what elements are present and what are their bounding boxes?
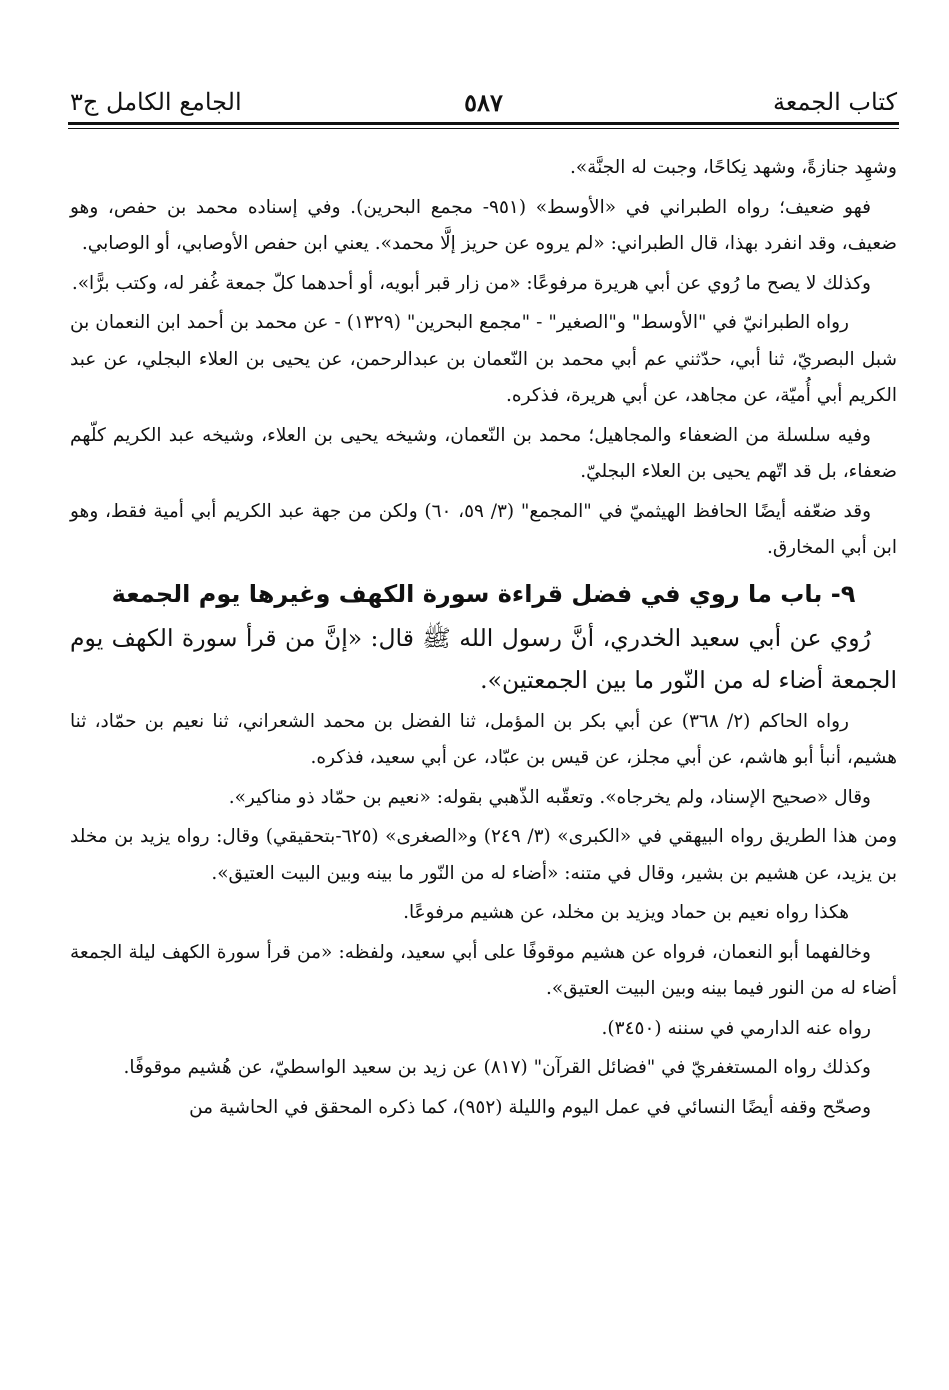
header-rule-thick [68,122,899,125]
paragraph: رواه الحاكم (٢/ ٣٦٨) عن أبي بكر بن المؤمل، ثنا الفضل بن محمد الشعراني، ثنا نعيم بن حمّاد، ثنا هشيم، أنبأ أبو هاشم، عن أبي مجلز، عن قيس بن عبّاد، عن أبي سعيد، فذكره. [70,710,897,768]
paragraph: فهو ضعيف؛ رواه الطبراني في «الأوسط» (٩٥١- مجمع البحرين). وفي إسناده محمد بن حفص، وهو ضعيف، وقد انفرد بهذا، قال الطبراني: «لم يروه عن حريز إلَّا محمد». يعني ابن حفص الأوصابي، أو الوصابي. [70,196,897,254]
header-rule-thin [68,128,899,129]
paragraph: رواه الطبرانيّ في "الأوسط" و"الصغير" - "مجمع البحرين" (١٣٢٩) - عن محمد بن أحمد ابن النعمان بن شبل البصريّ، ثنا أبي، حدّثني عم أبي محمد بن النّعمان بن عبدالرحمن، عن يحيى بن العلاء البجلي، عن عبد الكريم أبي أُميّة، عن مجاهد، عن أبي هريرة، فذكره. [70,312,897,406]
paragraph: ومن هذا الطريق رواه البيهقي في «الكبرى» (٣/ ٢٤٩) و«الصغرى» (٦٢٥-بتحقيقي) وقال: رواه يزيد بن مخلد بن يزيد، عن هشيم بن بشير، وقال في متنه: «أضاء له من النّور ما بينه وبين البيت العتيق». [70,826,898,884]
paragraph: وصحّح وقفه أيضًا النسائي في عمل اليوم والليلة (٩٥٢)، كما ذكره المحقق في الحاشية من [189,1096,871,1118]
section-heading: ٩- باب ما روي في فضل قراءة سورة الكهف وغيرها يوم الجمعة [111,579,856,608]
paragraph: وقد ضعّفه أيضًا الحافظ الهيثميّ في "المجمع" (٣/ ٥٩، ٦٠) ولكن من جهة عبد الكريم أبي أمية فقط، وهو ابن أبي المخارق. [70,500,897,558]
paragraph: هكذا رواه نعيم بن حماد ويزيد بن مخلد، عن هشيم مرفوعًا. [403,902,849,923]
paragraph: وكذلك لا يصح ما رُوي عن أبي هريرة مرفوعًا: «من زار قبر أبويه، أو أحدهما كلّ جمعة غُفر له، وكتب برًّا». [71,272,871,294]
page-header [70,82,897,124]
series-title: الجامع الكامل ج٣ [70,88,242,116]
page-body [70,150,897,1129]
book-title: كتاب الجمعة [773,88,897,116]
paragraph: وشهِد جنازةً، وشهد نِكاحًا، وجبت له الجنَّة». [569,157,897,178]
paragraph: وكذلك رواه المستغفريّ في "فضائل القرآن" (٨١٧) عن زيد بن سعيد الواسطيّ، عن هُشيم موقوفًا. [123,1057,871,1078]
page-number: ٥٨٧ [464,88,503,117]
paragraph: وفيه سلسلة من الضعفاء والمجاهيل؛ محمد بن النّعمان، وشيخه يحيى بن العلاء، وشيخه عبد الكريم كلّهم ضعفاء، بل قد اتّهم يحيى بن العلاء البجليّ. [70,424,897,482]
paragraph: وخالفهما أبو النعمان، فرواه عن هشيم موقوفًا على أبي سعيد، ولفظه: «من قرأ سورة الكهف ليلة الجمعة أضاء له من النور فيما بينه وبين البيت العتيق». [70,941,897,999]
paragraph: رواه عنه الدارمي في سننه (٣٤٥٠). [601,1017,871,1039]
hadith-text: رُوي عن أبي سعيد الخدري، أنَّ رسول الله ﷺ قال: «إنَّ من قرأ سورة الكهف يوم الجمعة أضاء له من النّور ما بين الجمعتين». [70,623,897,694]
paragraph: وقال «صحيح الإسناد، ولم يخرجاه». وتعقّبه الذّهبي بقوله: «نعيم بن حمّاد ذو مناكير». [228,786,871,808]
